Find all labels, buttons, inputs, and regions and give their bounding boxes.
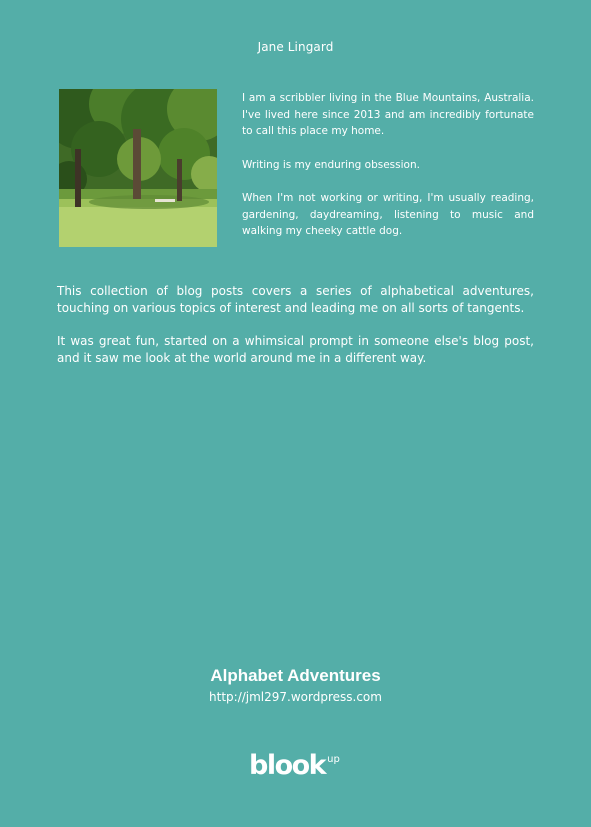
author-name: Jane Lingard	[257, 40, 334, 54]
book-title: Alphabet Adventures	[210, 666, 381, 685]
bio-paragraph: Writing is my enduring obsession.	[242, 158, 420, 171]
bio-paragraph: I am a scribbler living in the Blue Mountains, Australia. I've lived here since 2013 and am incredibly fortunate to call this place my home.	[242, 92, 534, 137]
intro-paragraph: It was great fun, started on a whimsical prompt in someone else's blog post, and it saw me look at the world around me in a different way.	[57, 334, 534, 365]
intro-paragraph: This collection of blog posts covers a series of alphabetical adventures, touching on various topics of interest and leading me on all sorts of tangents.	[57, 284, 534, 315]
park-trees-image	[59, 89, 217, 247]
logo-main-text: blook	[249, 750, 326, 781]
book-intro	[57, 283, 534, 383]
bio-paragraph: When I'm not working or writing, I'm usually reading, gardening, daydreaming, listening to music and walking my cheeky cattle dog.	[242, 192, 534, 237]
author-bio	[242, 90, 534, 257]
blookup-logo	[249, 750, 340, 782]
author-photo	[59, 89, 217, 247]
logo-sup-text: up	[327, 754, 340, 765]
book-url: http://jml297.wordpress.com	[209, 690, 382, 704]
